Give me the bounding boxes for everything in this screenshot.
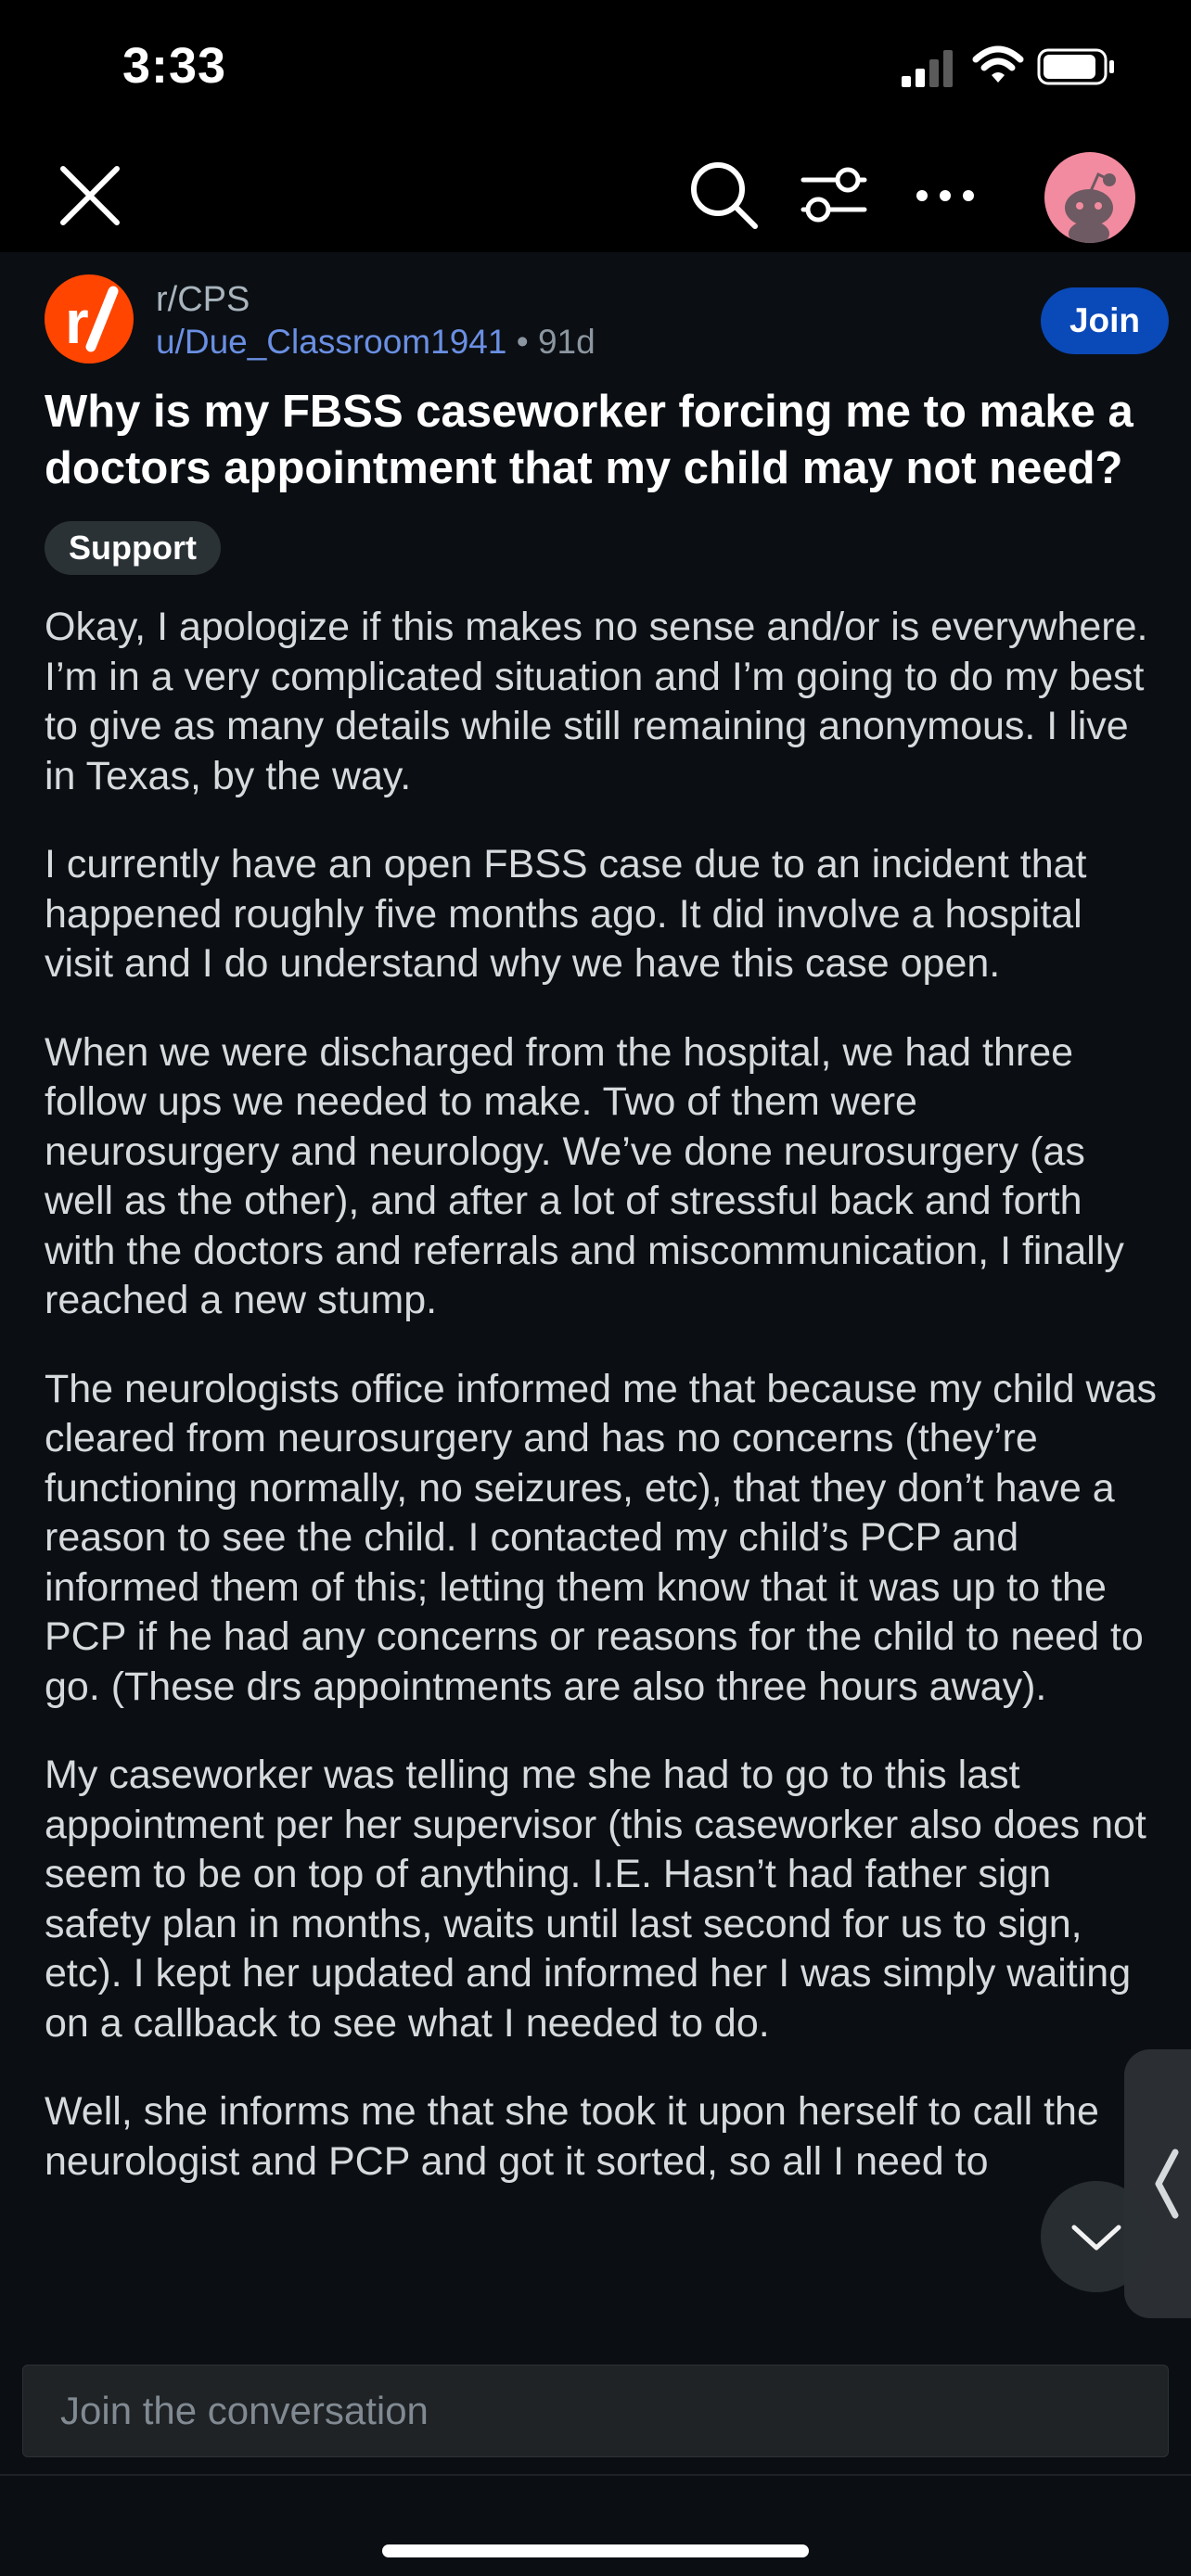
post-paragraph: Well, she informs me that she took it upon herself to call the neurologist and PCP and got it sorted, so all I need to — [45, 2089, 1099, 2184]
top-nav-bar — [0, 139, 1191, 252]
signal-icon — [900, 48, 955, 87]
join-button[interactable]: Join — [1041, 287, 1169, 354]
post-author[interactable]: u/Due_Classroom1941 — [156, 323, 507, 361]
post-paragraph: When we were discharged from the hospital, we had three follow ups we needed to make. Two of them were neurosurgery and neurology. We’ve done neurosurgery (as well as the other), and after a lot of stressful back and forth with the doctors and referrals and miscommunication, I finally reached a new stump. — [45, 1029, 1124, 1322]
post-paragraph: Okay, I apologize if this makes no sense and/or is everywhere. I’m in a very complicated situation and I’m going to do my best to give as many details while still remaining anonymous. I live in Texas, by the way. — [45, 605, 1148, 798]
reddit-r-slash-icon — [45, 274, 134, 363]
post-paragraph: The neurologists office informed me that because my child was cleared from neurosurgery and has no concerns (they’re functioning normally, no seizures, etc), that they don’t have a reason to see the child. I contacted my child’s PCP and informed them of this; letting them know that it was up to the PCP if he had any concerns or reasons for the child to need to go. (These drs appointments are also three hours away). — [45, 1366, 1158, 1709]
scroll-down-button[interactable] — [1041, 2181, 1152, 2292]
close-icon[interactable] — [54, 159, 126, 232]
wifi-icon — [972, 45, 1024, 85]
home-indicator[interactable] — [382, 2544, 809, 2557]
chevron-left-icon — [1147, 2147, 1185, 2221]
comment-input[interactable] — [22, 2365, 1169, 2457]
post-flair[interactable]: Support — [45, 521, 221, 575]
subreddit-icon[interactable] — [45, 274, 134, 363]
meta-separator: • — [506, 323, 538, 361]
post-title: Why is my FBSS caseworker forcing me to make a doctors appointment that my child may not need? — [45, 387, 1133, 493]
battery-icon — [1037, 48, 1117, 85]
search-icon[interactable] — [686, 158, 761, 232]
composer-area — [0, 2327, 1191, 2474]
subreddit-name[interactable]: r/CPS — [156, 280, 250, 319]
avatar[interactable] — [1044, 152, 1135, 243]
post-body — [45, 603, 1158, 2225]
post-content — [0, 252, 1191, 2327]
svg-text:r: r — [65, 287, 89, 356]
post-meta — [156, 323, 596, 362]
post-paragraph: I currently have an open FBSS case due to an incident that happened roughly five months ago. It did involve a hospital visit and I do understand why we have this case open. — [45, 842, 1087, 986]
status-time: 3:33 — [122, 38, 227, 94]
side-panel-handle[interactable] — [1124, 2049, 1191, 2318]
snoo-avatar-icon — [1044, 152, 1135, 243]
chevron-down-icon — [1069, 2218, 1124, 2255]
filter-icon[interactable] — [798, 159, 870, 232]
comment-input-placeholder: Join the conversation — [60, 2389, 429, 2432]
more-icon[interactable] — [909, 159, 981, 232]
post-age: 91d — [537, 323, 596, 361]
post-paragraph: My caseworker was telling me she had to go to this last appointment per her supervisor (this caseworker also does not seem to be on top of anything. I.E. Hasn’t had father sign safety plan in months, waits until last second for us to sign, etc). I kept her updated and informed her I was simply waiting on a callback to see what I needed to do. — [45, 1753, 1146, 2046]
status-bar — [0, 0, 1191, 139]
bottom-bar — [0, 2474, 1191, 2576]
